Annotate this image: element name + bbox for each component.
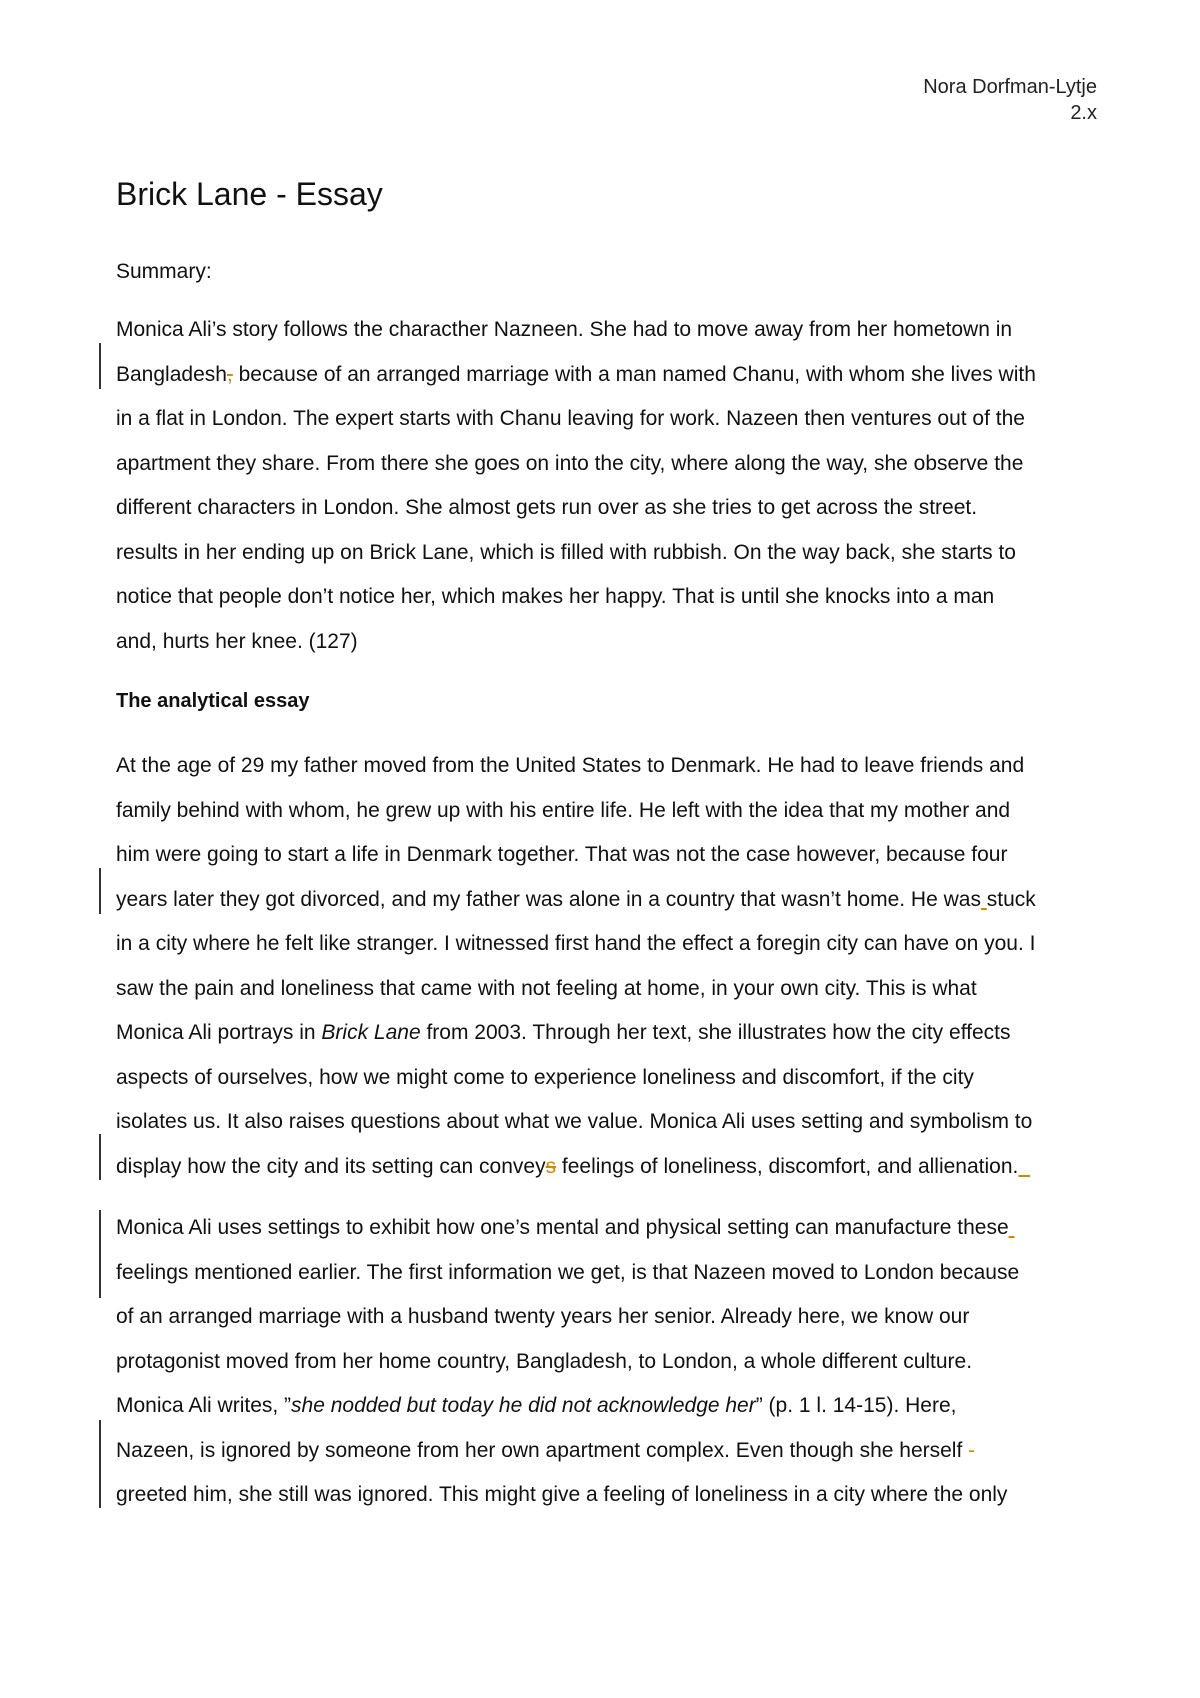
essay-line: protagonist moved from her home country, Bangladesh, to London, a whole different culture. bbox=[116, 1349, 973, 1373]
essay-line: years later they got divorced, and my father was alone in a country that wasn’t home. He was stuck bbox=[116, 887, 1036, 911]
inserted-space-mark bbox=[1018, 1155, 1030, 1178]
essay-line: saw the pain and loneliness that came with not feeling at home, in your own city. This is what bbox=[116, 976, 977, 1000]
essay-line: display how the city and its setting can conveys feelings of loneliness, discomfort, and allienation. bbox=[116, 1145, 1116, 1190]
essay-line: feelings mentioned earlier. The first information we get, is that Nazeen moved to London because bbox=[116, 1260, 1020, 1284]
essay-line: aspects of ourselves, how we might come to experience loneliness and discomfort, if the city bbox=[116, 1065, 974, 1089]
essay-paragraph-1 bbox=[116, 744, 1116, 1189]
deleted-comma-mark: , bbox=[226, 362, 233, 386]
revision-change-bar bbox=[99, 343, 101, 389]
summary-line: and, hurts her knee. (127) bbox=[116, 629, 358, 653]
summary-label: Summary: bbox=[116, 260, 212, 283]
author-name: Nora Dorfman-Lytje bbox=[923, 76, 1097, 98]
revision-change-bar bbox=[99, 1420, 101, 1508]
class-label: 2.x bbox=[1070, 102, 1097, 124]
essay-line: Nazeen, is ignored by someone from her own apartment complex. Even though she herself - bbox=[116, 1438, 976, 1462]
summary-line: notice that people don’t notice her, which makes her happy. That is until she knocks into a man bbox=[116, 585, 995, 608]
essay-line: isolates us. It also raises questions about what we value. Monica Ali uses setting and symbolism to bbox=[116, 1110, 1033, 1133]
essay-line: in a city where he felt like stranger. I witnessed first hand the effect a foregin city can have on you. I bbox=[116, 932, 1036, 955]
essay-line: of an arranged marriage with a husband twenty years her senior. Already here, we know our bbox=[116, 1305, 970, 1328]
revision-dash-mark: - bbox=[962, 1438, 976, 1462]
revision-change-bar bbox=[99, 1210, 101, 1298]
summary-line: Monica Ali’s story follows the characther Nazneen. She had to move away from her hometown in bbox=[116, 318, 1013, 341]
summary-line: different characters in London. She almost gets run over as she tries to get across the street. bbox=[116, 496, 978, 519]
essay-line: Monica Ali portrays in Brick Lane from 2003. Through her text, she illustrates how the city effects bbox=[116, 1021, 1011, 1044]
section-heading: The analytical essay bbox=[116, 690, 310, 712]
essay-line: Monica Ali writes, ”she nodded but today he did not acknowledge her” (p. 1 l. 14-15). Here, bbox=[116, 1394, 957, 1417]
essay-line: At the age of 29 my father moved from the United States to Denmark. He had to leave friends and bbox=[116, 754, 1025, 777]
essay-line: greeted him, she still was ignored. This might give a feeling of loneliness in a city where the only bbox=[116, 1483, 1008, 1506]
essay-paragraph-2 bbox=[116, 1206, 1116, 1518]
book-title-italic: Brick Lane bbox=[321, 1021, 421, 1044]
revision-change-bar bbox=[99, 868, 101, 914]
quote-italic: she nodded but today he did not acknowledge her bbox=[291, 1394, 756, 1417]
inserted-space-mark bbox=[1009, 1216, 1015, 1239]
deleted-s-mark: s bbox=[545, 1154, 557, 1178]
summary-line: Bangladesh, because of an arranged marriage with a man named Chanu, with whom she lives with bbox=[116, 362, 1036, 386]
header-block bbox=[923, 74, 1097, 126]
summary-line: results in her ending up on Brick Lane, which is filled with rubbish. On the way back, she starts to bbox=[116, 540, 1016, 564]
essay-line: Monica Ali uses settings to exhibit how one’s mental and physical setting can manufacture these bbox=[116, 1206, 1116, 1251]
summary-paragraph bbox=[116, 308, 1116, 709]
summary-line: in a flat in London. The expert starts with Chanu leaving for work. Nazeen then ventures out of the bbox=[116, 407, 1025, 430]
revision-change-bar bbox=[99, 1134, 101, 1180]
document-title: Brick Lane - Essay bbox=[116, 176, 383, 212]
essay-line: family behind with whom, he grew up with his entire life. He left with the idea that my mother and bbox=[116, 798, 1011, 822]
essay-line: him were going to start a life in Denmark together. That was not the case however, because four bbox=[116, 843, 1008, 866]
summary-line: apartment they share. From there she goes on into the city, where along the way, she observe the bbox=[116, 451, 1024, 475]
